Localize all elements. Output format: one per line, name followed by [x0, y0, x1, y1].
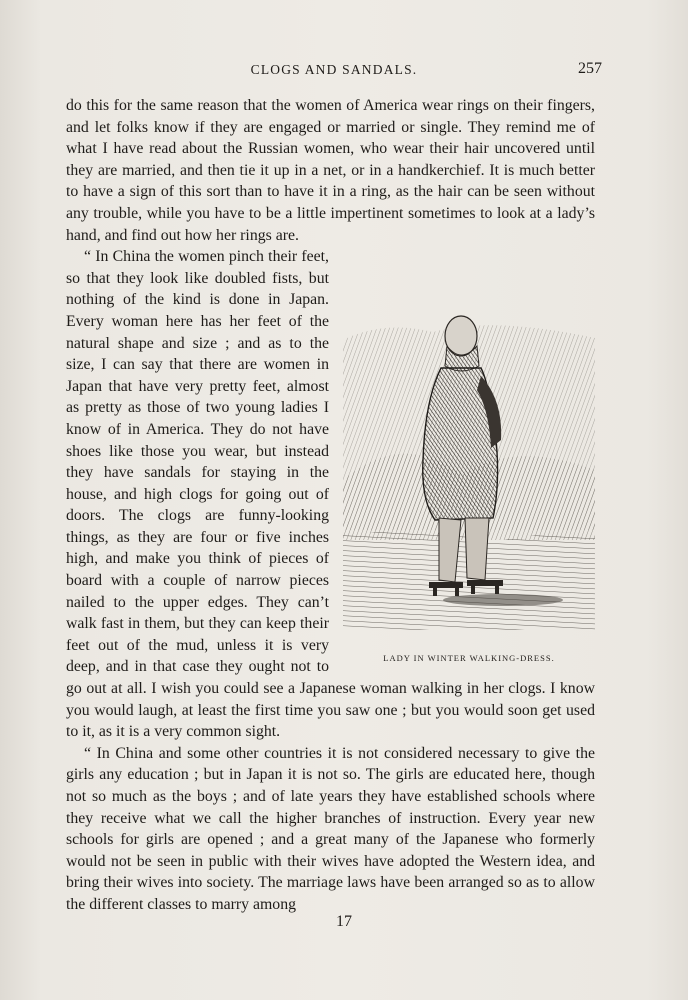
paragraph-1: do this for the same reason that the women of America wear rings on their fingers, and let folks know if they are engaged or married or single. They remind me of what I have read about the Russian women, who wear their hair uncovered until they are married, and then tie it up in a net, or in a handkerchief. It is much better to have a sign of this sort than to have it in a ring, as the hair can be seen without any trouble, while you have to be a little impertinent sometimes to look at a lady’s hand, and find out how her rings are.	[66, 97, 595, 244]
signature-mark: 17	[336, 913, 352, 930]
clog-left	[429, 582, 463, 588]
page-number: 257	[578, 60, 602, 77]
paragraph-3: “ In China and some other countries it is not considered necessary to give the girls any education ; but in Japan it is not so. The girls are educated here, though not so much as the boys ; and of late years they have established schools where they receive what we call the higher branches of instruction. Every year new schools for girls are opened ; and a great many of the Japanese who formerly would not be seen in public with their wives have adopted the Western idea, and bring their wives into society. The marriage laws have been arranged so as to allow the different classes to marry among	[66, 744, 595, 913]
page-header	[66, 62, 602, 82]
trouser-right	[465, 518, 489, 580]
illustration-figure	[343, 280, 595, 672]
clog-right	[467, 580, 503, 586]
figure-caption: LADY IN WINTER WALKING-DRESS.	[383, 653, 555, 664]
body-text	[66, 95, 595, 916]
shadow	[443, 594, 563, 606]
running-head: CLOGS AND SANDALS.	[250, 62, 418, 77]
paragraph-2: “ In China the women pinch their feet, so that they look like doubled fists, but nothing of the kind is done in Japan. Every woman here has her feet of the natural shape and size ; and as to the size, I can say that there are women in Japan that have very pretty feet, almost as pretty as those of two young ladies I know of in America. They do not have shoes like those you wear, but instead they have sandals for staying in the house, and high clogs for going out of doors. The clogs are funny-looking things, as they are four or five inches high, and make you think of pieces of board with a couple of narrow pieces nailed to the upper edges. They can’t walk fast in them, but they can keep their feet out of the mud, unless it is very deep, and in that case they ought not to go out at all. I wish you could see a Japanese woman walking in her clogs. I know you would laugh, at least the first time you saw one ; but you would soon get used to it, as it is a very common sight.	[66, 248, 595, 741]
woman-in-winter-dress-illustration	[343, 280, 595, 630]
